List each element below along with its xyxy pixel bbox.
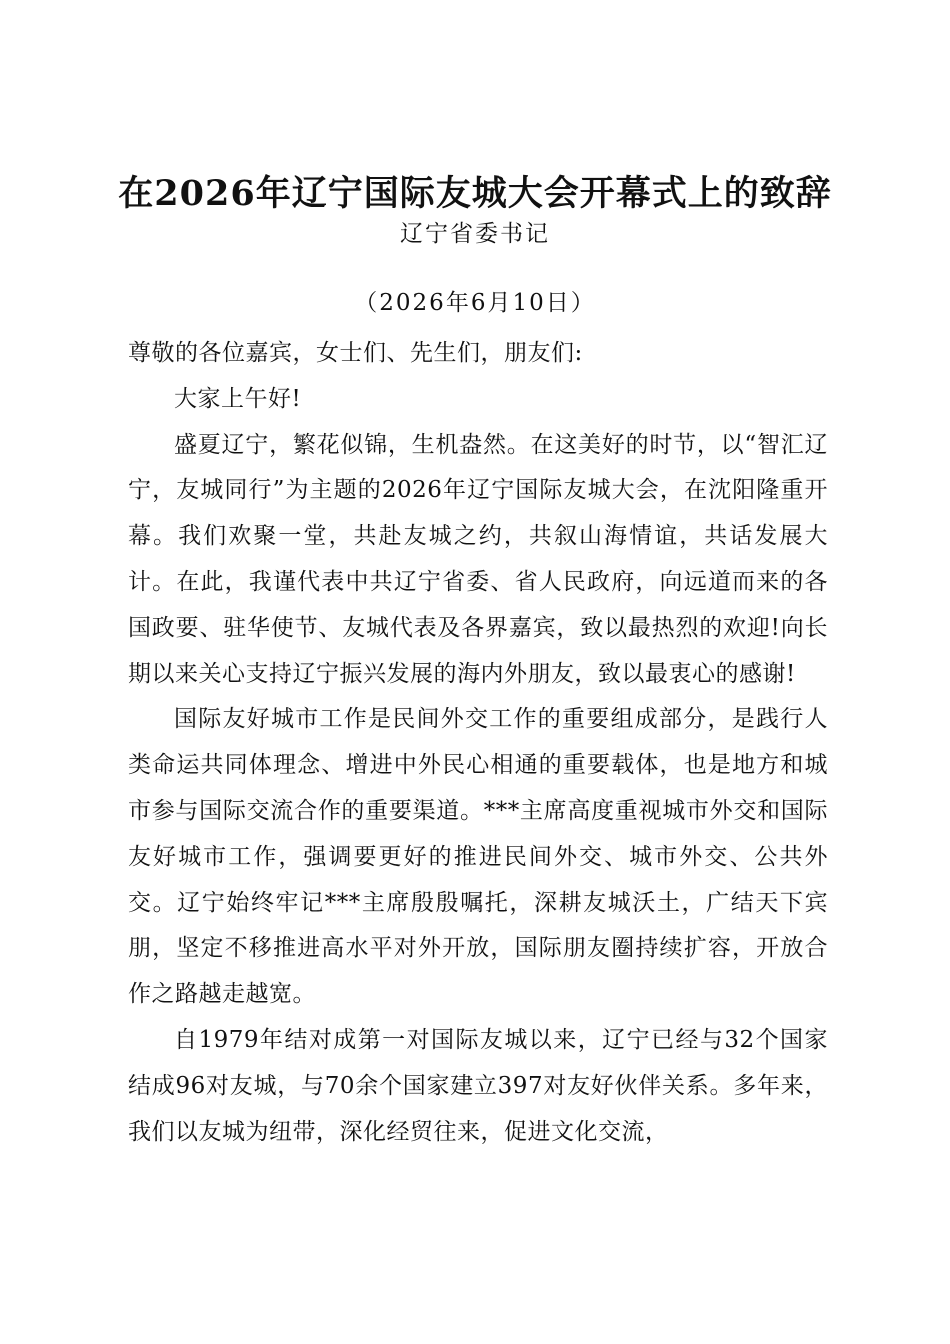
document-author: 辽宁省委书记: [400, 221, 550, 247]
paragraph: 盛夏辽宁，繁花似锦，生机盎然。在这美好的时节，以“智汇辽宁，友城同行”为主题的2026年辽宁国际友城大会，在沈阳隆重开幕。我们欢聚一堂，共赴友城之约，共叙山海情谊，共话发展大计。在此，我谨代表中共辽宁省委、省人民政府，向远道而来的各国政要、驻华使节、友城代表及各界嘉宾，致以最热烈的欢迎!向长期以来关心支持辽宁振兴发展的海内外朋友，致以最衷心的感谢!: [128, 431, 828, 687]
salutation: 尊敬的各位嘉宾，女士们、先生们，朋友们:: [128, 340, 583, 366]
document-date: （2026年6月10日）: [354, 290, 596, 316]
document-title: 在2026年辽宁国际友城大会开幕式上的致辞: [118, 173, 832, 214]
paragraph: 国际友好城市工作是民间外交工作的重要组成部分，是践行人类命运共同体理念、增进中外民心相通的重要载体，也是地方和城市参与国际交流合作的重要渠道。***主席高度重视城市外交和国际友好城市工作，强调要更好的推进民间外交、城市外交、公共外交。辽宁始终牢记***主席殷殷嘱托，深耕友城沃土，广结天下宾朋，坚定不移推进高水平对外开放，国际朋友圈持续扩容，开放合作之路越走越宽。: [128, 706, 828, 1008]
paragraph-greeting: 大家上午好!: [174, 385, 302, 412]
paragraph: 自1979年结对成第一对国际友城以来，辽宁已经与32个国家结成96对友城，与70余个国家建立397对友好伙伴关系。多年来，我们以友城为纽带，深化经贸往来，促进文化交流，: [128, 1026, 828, 1145]
document-body: [128, 331, 828, 1155]
